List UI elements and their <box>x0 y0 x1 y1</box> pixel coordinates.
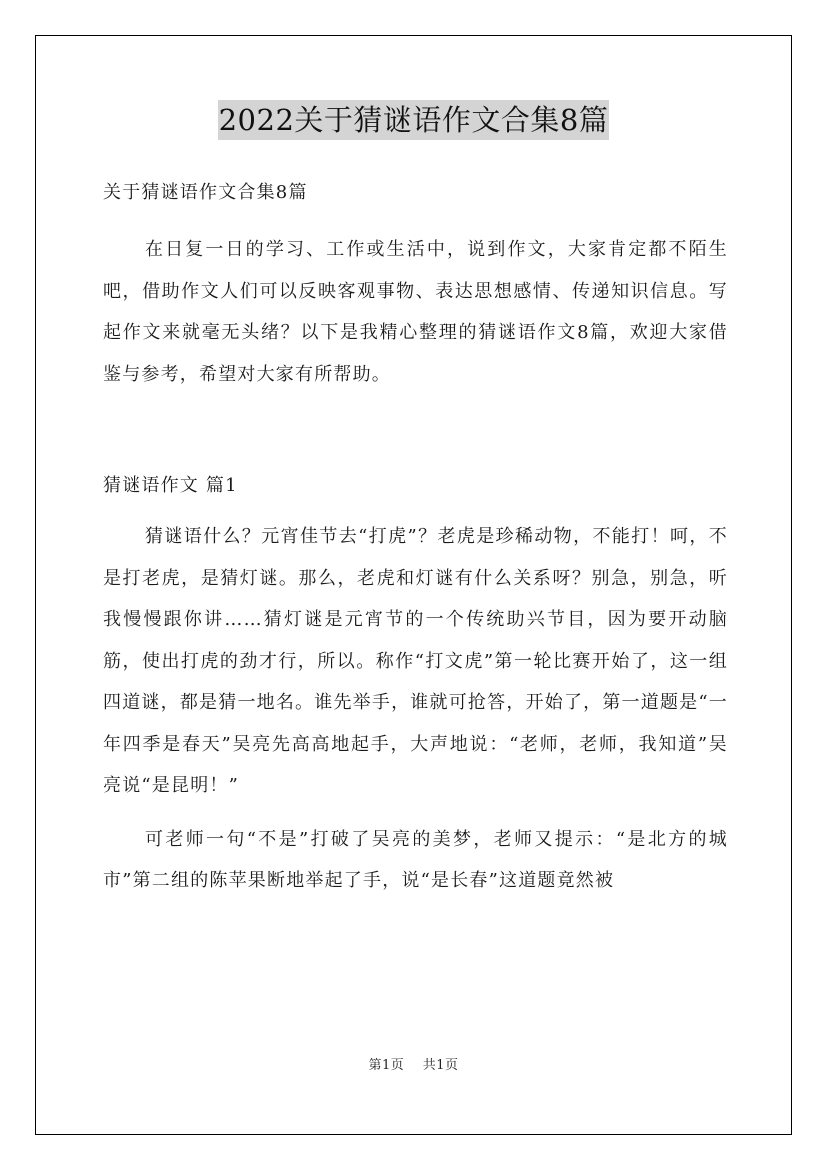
page-number: 第1页 <box>368 1058 405 1073</box>
document-body <box>103 175 728 902</box>
title-container <box>0 100 827 140</box>
page-total: 共1页 <box>422 1058 459 1073</box>
section-paragraph-2: 可老师一句“不是”打破了吴亮的美梦，老师又提示：“是北方的城市”第二组的陈苹果断地举起了手，说“是长春”这道题竟然被 <box>103 828 728 891</box>
document-title: 2022关于猜谜语作文合集8篇 <box>218 100 610 140</box>
section-heading: 猜谜语作文 篇1 <box>103 475 238 496</box>
intro-paragraph: 在日复一日的学习、工作或生活中，说到作文，大家肯定都不陌生吧，借助作文人们可以反映客观事物、表达思想感情、传递知识信息。写起作文来就毫无头绪？以下是我精心整理的猜谜语作文8篇，欢迎大家借鉴与参考，希望对大家有所帮助。 <box>103 239 728 385</box>
document-subtitle: 关于猜谜语作文合集8篇 <box>103 182 308 203</box>
page-footer <box>0 1054 827 1073</box>
section-paragraph-1: 猜谜语什么？元宵佳节去“打虎”？老虎是珍稀动物，不能打！呵，不是打老虎，是猜灯谜。那么，老虎和灯谜有什么关系呀？别急，别急，听我慢慢跟你讲……猜灯谜是元宵节的一个传统助兴节目，因为要开动脑筋，使出打虎的劲才行，所以。称作“打文虎”第一轮比赛开始了，这一组四道谜，都是猜一地名。谁先举手，谁就可抢答，开始了，第一道题是“一年四季是春天”吴亮先高高地起手，大声地说：“老师，老师，我知道”吴亮说“是昆明！” <box>103 526 728 796</box>
